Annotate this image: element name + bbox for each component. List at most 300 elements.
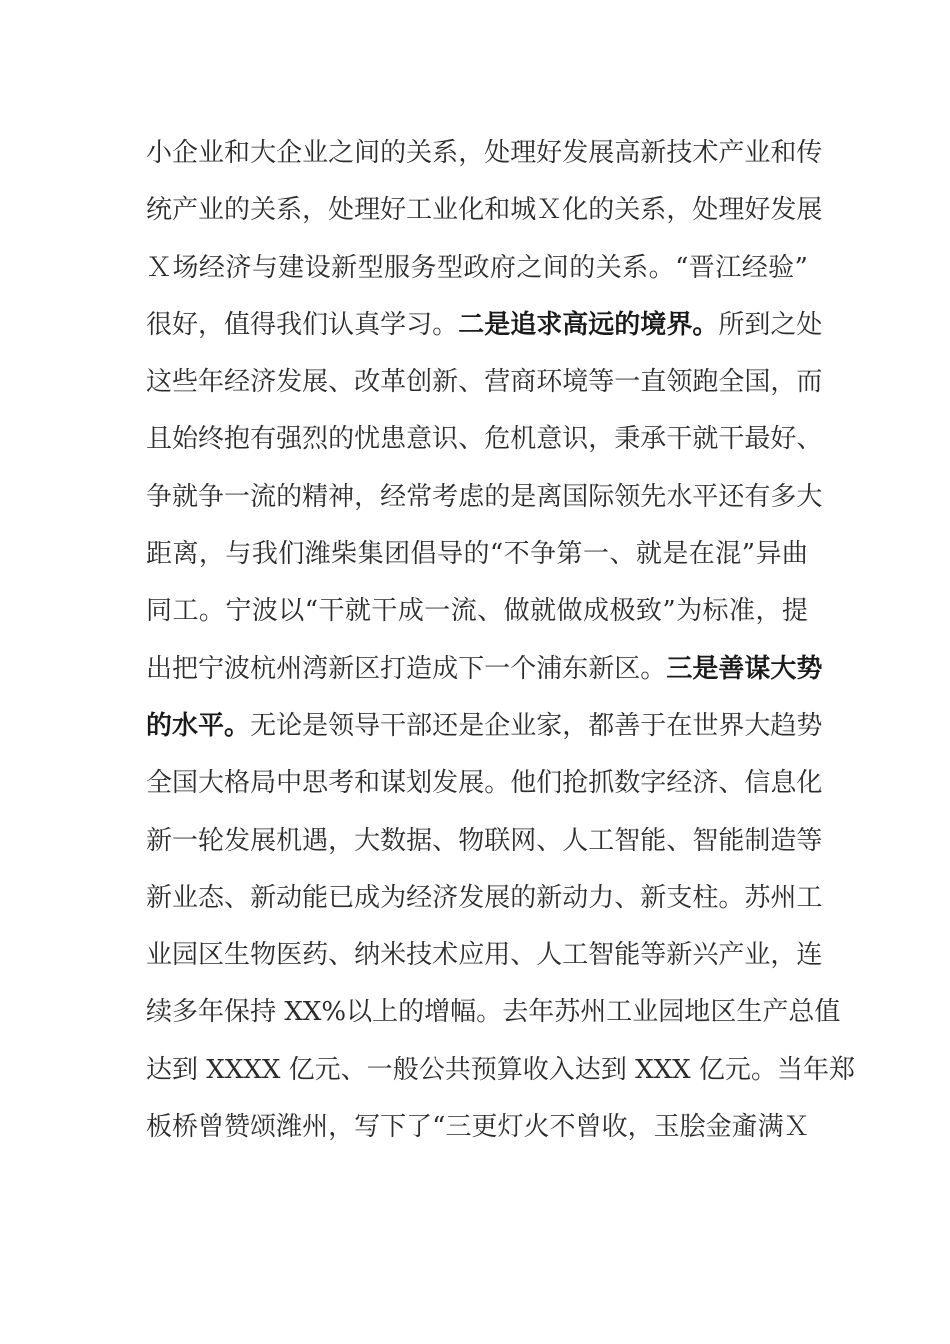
text-char: 、 xyxy=(328,367,355,398)
body-paragraph xyxy=(146,130,855,1161)
text-char: 我 xyxy=(251,539,278,570)
text-char: 抓 xyxy=(588,768,615,799)
text-char: ， xyxy=(198,309,225,340)
text-char: 展 xyxy=(796,195,823,226)
text-char: 上 xyxy=(372,997,399,1028)
bold-heading-char: 。 xyxy=(224,710,251,741)
text-char: 的 xyxy=(328,424,355,455)
text-char: 国 xyxy=(562,481,589,512)
text-char: 世 xyxy=(692,710,719,741)
text-line xyxy=(146,302,823,359)
text-char: 的 xyxy=(510,882,537,913)
text-char: 出 xyxy=(146,653,173,684)
text-char: 的 xyxy=(484,481,511,512)
text-char: 区 xyxy=(354,653,381,684)
text-char: 在 xyxy=(688,539,715,570)
text-char: 还 xyxy=(718,481,745,512)
text-char: 之 xyxy=(770,309,797,340)
text-char: 烈 xyxy=(302,424,329,455)
text-char: 郑 xyxy=(828,1054,855,1085)
text-char: 数 xyxy=(614,768,641,799)
text-char: 间 xyxy=(354,138,381,168)
text-char: 园 xyxy=(172,940,199,971)
text-char: 技 xyxy=(666,138,693,168)
text-char: 展 xyxy=(588,138,615,168)
text-char: 达 xyxy=(146,1054,173,1085)
text-char: 新 xyxy=(146,882,173,913)
text-char: 工 xyxy=(606,997,633,1028)
text-char: 第 xyxy=(556,539,583,570)
text-char: 有 xyxy=(250,424,277,455)
text-char: 、 xyxy=(432,825,459,856)
text-line xyxy=(146,875,823,932)
text-char: 得 xyxy=(250,309,277,340)
text-char: 济 xyxy=(250,367,277,398)
text-char: 好 xyxy=(172,309,199,340)
text-char: “ xyxy=(304,596,319,627)
text-char: 系 xyxy=(276,195,303,226)
text-char: 新 xyxy=(331,252,358,283)
text-char: 是 xyxy=(302,710,329,741)
text-char: 中 xyxy=(276,768,303,799)
text-char: 一 xyxy=(424,596,451,627)
text-char: 府 xyxy=(489,252,516,283)
text-char: 就 xyxy=(172,481,199,512)
text-char: 、 xyxy=(458,367,485,398)
text-char: 了 xyxy=(406,1112,433,1143)
text-char: 三 xyxy=(445,1112,472,1143)
bold-heading-char: 善 xyxy=(718,653,745,684)
text-char: 标 xyxy=(702,596,729,627)
text-char: ， xyxy=(627,1112,654,1143)
text-char: 关 xyxy=(406,138,433,168)
text-char: “ xyxy=(432,1112,446,1143)
text-char: 数 xyxy=(380,825,407,856)
text-char: 患 xyxy=(380,424,407,455)
text-char: 的 xyxy=(224,195,251,226)
text-char: 苏 xyxy=(744,882,771,913)
text-char: 玉 xyxy=(653,1112,680,1143)
text-char: 高 xyxy=(614,138,641,168)
text-char: 业 xyxy=(146,940,173,971)
text-char: 的 xyxy=(380,138,407,168)
text-char: 达 xyxy=(574,1054,601,1085)
text-char: 际 xyxy=(588,481,615,512)
text-char: 系 xyxy=(622,252,649,283)
text-char: 新 xyxy=(536,882,563,913)
text-char: 一 xyxy=(614,367,641,398)
text-char: 新 xyxy=(146,825,173,856)
text-char: 划 xyxy=(406,768,433,799)
text-char: 到 xyxy=(744,309,771,340)
text-char: 导 xyxy=(436,539,463,570)
text-char: 局 xyxy=(250,768,277,799)
text-char: 联 xyxy=(484,825,511,856)
text-char: 、 xyxy=(718,768,745,799)
text-char: 大 xyxy=(354,825,381,856)
text-char: X xyxy=(672,1054,691,1085)
text-char: 创 xyxy=(406,367,433,398)
text-char: 湾 xyxy=(302,653,329,684)
text-char: 收 xyxy=(601,1112,628,1143)
text-char: 业 xyxy=(432,195,459,226)
text-char: 能 xyxy=(640,825,667,856)
text-char: 能 xyxy=(302,882,329,913)
text-char: 区 xyxy=(614,653,641,684)
text-char: 潍 xyxy=(304,539,331,570)
text-char: 与 xyxy=(251,252,278,283)
text-char: “ xyxy=(675,252,689,283)
text-char: 务 xyxy=(410,252,437,283)
text-char: 。 xyxy=(476,997,503,1028)
text-char: 宁 xyxy=(225,596,252,627)
text-char: 关 xyxy=(250,195,277,226)
text-char: 一 xyxy=(172,825,199,856)
text-char: ， xyxy=(198,539,225,570)
text-char: 和 xyxy=(484,195,511,226)
text-char: 争 xyxy=(198,481,225,512)
text-char: 赞 xyxy=(224,1112,251,1143)
bold-heading-char: 求 xyxy=(536,309,563,340)
text-char: 领 xyxy=(614,481,641,512)
bold-heading-char: 三 xyxy=(666,653,693,684)
text-char: 、 xyxy=(510,940,537,971)
text-char: 企 xyxy=(484,710,511,741)
text-char: 大 xyxy=(198,768,225,799)
text-char: 环 xyxy=(536,367,563,398)
text-char: 元 xyxy=(724,1054,751,1085)
text-char: 到 xyxy=(172,1054,199,1085)
text-char: 业 xyxy=(198,195,225,226)
text-char: 。 xyxy=(718,882,745,913)
text-char: 我 xyxy=(276,309,303,340)
text-char: 好 xyxy=(770,424,797,455)
text-char: 业 xyxy=(744,940,771,971)
text-char: 齑 xyxy=(731,1112,758,1143)
text-char: 干 xyxy=(666,424,693,455)
text-char: 团 xyxy=(384,539,411,570)
text-char: 业 xyxy=(302,138,329,168)
text-char: 造 xyxy=(770,825,797,856)
text-char: 以 xyxy=(278,596,305,627)
text-char: 物 xyxy=(250,940,277,971)
bold-heading-char: 界 xyxy=(666,309,693,340)
text-char: 做 xyxy=(556,596,583,627)
text-char: 脍 xyxy=(679,1112,706,1143)
text-char: 术 xyxy=(692,138,719,168)
text-char: 城 xyxy=(510,195,537,226)
text-char: 亿 xyxy=(288,1054,315,1085)
text-char: 、 xyxy=(796,424,823,455)
text-char: 致 xyxy=(635,596,662,627)
text-char: 产 xyxy=(718,940,745,971)
text-char: 考 xyxy=(328,768,355,799)
text-char: 颂 xyxy=(250,1112,277,1143)
bold-heading-char: 是 xyxy=(484,309,511,340)
text-char: 化 xyxy=(796,768,823,799)
text-char: 忧 xyxy=(354,424,381,455)
text-char: 流 xyxy=(250,481,277,512)
text-char: 曾 xyxy=(198,1112,225,1143)
text-char: ， xyxy=(666,195,693,226)
text-char: 经 xyxy=(198,252,225,283)
text-char: 且 xyxy=(146,424,173,455)
text-char: ” xyxy=(662,596,676,627)
text-char: 一 xyxy=(366,1054,393,1085)
text-char: 济 xyxy=(692,768,719,799)
text-char: 、 xyxy=(609,539,636,570)
text-char: 能 xyxy=(614,940,641,971)
text-char: 展 xyxy=(250,825,277,856)
text-char: 倡 xyxy=(410,539,437,570)
text-char: 米 xyxy=(380,940,407,971)
text-char: 国 xyxy=(172,768,199,799)
text-char: 发 xyxy=(458,882,485,913)
text-char: 为 xyxy=(380,882,407,913)
text-char: 虑 xyxy=(458,481,485,512)
text-char: 地 xyxy=(684,997,711,1028)
text-char: 个 xyxy=(510,653,537,684)
text-char: 理 xyxy=(510,138,537,168)
text-char: 界 xyxy=(718,710,745,741)
bold-heading-char: 是 xyxy=(692,653,719,684)
text-char: 系 xyxy=(640,195,667,226)
text-char: ， xyxy=(588,424,615,455)
text-char: 集 xyxy=(357,539,384,570)
text-char: 展 xyxy=(302,367,329,398)
text-char: 苏 xyxy=(554,997,581,1028)
text-char: 就 xyxy=(692,424,719,455)
text-char: 离 xyxy=(536,481,563,512)
text-char: 东 xyxy=(562,653,589,684)
text-char: ” xyxy=(794,252,808,283)
text-char: 领 xyxy=(666,367,693,398)
text-char: 与 xyxy=(225,539,252,570)
text-char: 智 xyxy=(614,825,641,856)
text-line xyxy=(146,187,823,244)
text-char: 精 xyxy=(302,481,329,512)
text-char: 是 xyxy=(510,481,537,512)
text-char: 制 xyxy=(744,825,771,856)
text-char: 一 xyxy=(484,653,511,684)
text-char: 支 xyxy=(666,882,693,913)
text-char: 产 xyxy=(762,997,789,1028)
text-char: 产 xyxy=(172,195,199,226)
text-char: 大 xyxy=(250,138,277,168)
text-char: 持 xyxy=(250,997,277,1028)
text-char: 等 xyxy=(588,367,615,398)
text-char: 公 xyxy=(418,1054,445,1085)
text-char: 同 xyxy=(146,596,173,627)
text-char: 处 xyxy=(484,138,511,168)
text-char: 企 xyxy=(172,138,199,168)
text-char: X xyxy=(302,997,322,1028)
text-line xyxy=(146,245,808,302)
text-char: 成 xyxy=(354,882,381,913)
text-char: ， xyxy=(302,195,329,226)
text-char: 药 xyxy=(302,940,329,971)
text-char: 处 xyxy=(692,195,719,226)
text-char: 好 xyxy=(380,195,407,226)
text-char: 。 xyxy=(432,309,459,340)
text-char: 波 xyxy=(251,596,278,627)
text-char: 而 xyxy=(796,367,823,398)
text-char: 改 xyxy=(354,367,381,398)
text-char: 提 xyxy=(781,596,808,627)
text-char: 州 xyxy=(580,997,607,1028)
text-char: 的 xyxy=(398,997,425,1028)
text-char: 大 xyxy=(796,481,823,512)
text-char: 区 xyxy=(198,940,225,971)
text-char: 满 xyxy=(757,1112,784,1143)
text-char: 发 xyxy=(224,825,251,856)
text-char: 增 xyxy=(424,997,451,1028)
text-char: 都 xyxy=(588,710,615,741)
text-char: 小 xyxy=(146,138,173,168)
text-char: 技 xyxy=(406,940,433,971)
text-char xyxy=(276,989,284,1046)
text-char: 区 xyxy=(710,997,737,1028)
text-char: 善 xyxy=(614,710,641,741)
text-char: 幅 xyxy=(450,997,477,1028)
text-char: 不 xyxy=(503,539,530,570)
text-char: 到 xyxy=(600,1054,627,1085)
text-char: 们 xyxy=(278,539,305,570)
text-char: 常 xyxy=(406,481,433,512)
text-char: 智 xyxy=(692,825,719,856)
text-char: 化 xyxy=(562,195,589,226)
text-char: 建 xyxy=(278,252,305,283)
text-char: 有 xyxy=(744,481,771,512)
text-char: 、 xyxy=(224,882,251,913)
text-char: ， xyxy=(770,940,797,971)
text-char: 下 xyxy=(380,1112,407,1143)
text-char: 发 xyxy=(276,367,303,398)
text-line xyxy=(146,359,823,416)
text-char: 成 xyxy=(432,653,459,684)
text-char: 企 xyxy=(276,138,303,168)
text-char: 境 xyxy=(562,367,589,398)
text-char: 论 xyxy=(276,710,303,741)
text-char: 工 xyxy=(406,195,433,226)
text-char: 更 xyxy=(471,1112,498,1143)
text-char: 服 xyxy=(384,252,411,283)
text-char: 新 xyxy=(250,882,277,913)
text-char: Ｘ xyxy=(146,252,173,283)
text-char: 为 xyxy=(676,596,703,627)
text-char: ， xyxy=(755,596,782,627)
text-char: 能 xyxy=(718,825,745,856)
text-char: 先 xyxy=(640,481,667,512)
text-char: ， xyxy=(354,481,381,512)
text-line xyxy=(146,1047,855,1104)
text-char: 成 xyxy=(397,596,424,627)
text-char: 传 xyxy=(796,138,823,168)
text-char: 生 xyxy=(736,997,763,1028)
text-char: 经 xyxy=(224,367,251,398)
text-char: 政 xyxy=(463,252,490,283)
text-char: 板 xyxy=(146,1112,173,1143)
text-char: 。 xyxy=(648,252,675,283)
text-char: 距 xyxy=(146,539,173,570)
text-char: 离 xyxy=(172,539,199,570)
text-char: 所 xyxy=(718,309,745,340)
text-char: 动 xyxy=(276,882,303,913)
text-char: 曲 xyxy=(781,539,808,570)
text-char: 济 xyxy=(432,882,459,913)
text-char: 工 xyxy=(588,825,615,856)
text-char: 的 xyxy=(276,481,303,512)
text-char: 全 xyxy=(718,367,745,398)
text-char: 多 xyxy=(172,997,199,1028)
bold-heading-char: 谋 xyxy=(744,653,771,684)
text-char: 学 xyxy=(380,309,407,340)
text-char: 、 xyxy=(328,940,355,971)
text-char: 续 xyxy=(146,997,173,1028)
text-char: ， xyxy=(328,825,355,856)
text-char: 机 xyxy=(276,825,303,856)
text-char: 值 xyxy=(814,997,841,1028)
text-char: 网 xyxy=(510,825,537,856)
text-char: 晋 xyxy=(688,252,715,283)
bold-heading-char: 势 xyxy=(796,653,823,684)
text-char: 等 xyxy=(640,940,667,971)
text-char: 等 xyxy=(796,825,823,856)
text-char: 动 xyxy=(562,882,589,913)
text-char: 以 xyxy=(346,997,373,1028)
text-char: 般 xyxy=(392,1054,419,1085)
text-char: 神 xyxy=(328,481,355,512)
bold-heading-char: 大 xyxy=(770,653,797,684)
bold-heading-char: 的 xyxy=(614,309,641,340)
text-char: 新 xyxy=(666,940,693,971)
text-char: 用 xyxy=(484,940,511,971)
text-char: 水 xyxy=(666,481,693,512)
text-char: 商 xyxy=(510,367,537,398)
text-char: 潍 xyxy=(276,1112,303,1143)
text-char: 展 xyxy=(484,882,511,913)
text-char: 人 xyxy=(536,940,563,971)
text-char: 验 xyxy=(768,252,795,283)
text-line xyxy=(146,932,823,989)
text-char: 已 xyxy=(328,882,355,913)
text-line xyxy=(146,416,823,473)
text-char: 算 xyxy=(496,1054,523,1085)
text-char: 好 xyxy=(536,138,563,168)
text-char: 势 xyxy=(796,710,823,741)
text-char: 在 xyxy=(666,710,693,741)
text-char: 争 xyxy=(530,539,557,570)
text-char: 识 xyxy=(432,424,459,455)
bold-heading-char: 追 xyxy=(510,309,537,340)
text-char: 桥 xyxy=(172,1112,199,1143)
text-char: 、 xyxy=(536,825,563,856)
text-char: 浦 xyxy=(536,653,563,684)
text-char: 的 xyxy=(569,252,596,283)
text-char: 处 xyxy=(796,309,823,340)
text-char: 力 xyxy=(588,882,615,913)
text-char: 家 xyxy=(536,710,563,741)
text-char: 成 xyxy=(582,596,609,627)
text-char: 新 xyxy=(328,653,355,684)
text-char: 是 xyxy=(662,539,689,570)
text-char: 元 xyxy=(314,1054,341,1085)
text-line xyxy=(146,474,823,531)
text-char: 设 xyxy=(304,252,331,283)
text-char: 展 xyxy=(458,768,485,799)
text-char: 经 xyxy=(406,882,433,913)
text-line xyxy=(146,588,808,645)
